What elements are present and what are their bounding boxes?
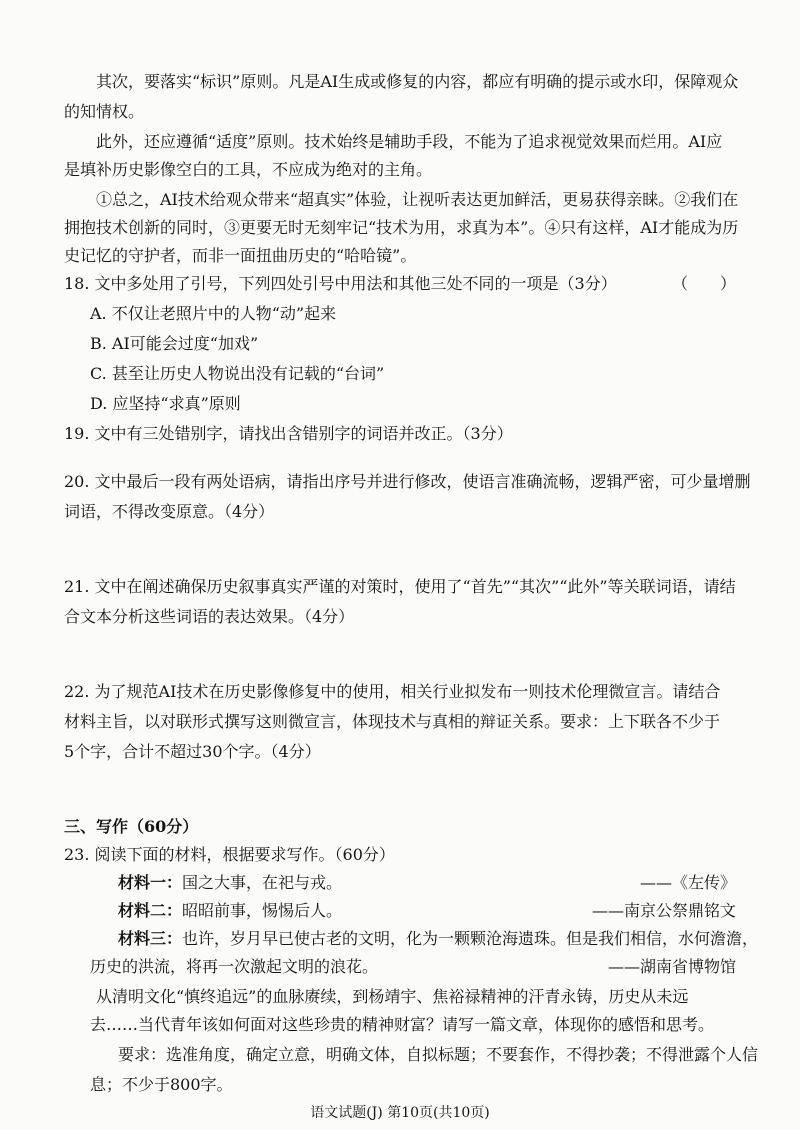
material-2 [118, 899, 342, 923]
material-3 [118, 927, 758, 951]
material-1 [118, 871, 342, 895]
question-21-stem: 合文本分析这些词语的表达效果。（4分） [64, 607, 355, 626]
requirement-line: 息；不少于800字。 [90, 1075, 233, 1094]
passage-line: 史记忆的守护者，而非一面扭曲历史的“哈哈镜”。 [64, 246, 417, 265]
answer-bracket: （ ） [672, 274, 737, 293]
option-b: B. AI可能会过度“加戏” [90, 334, 259, 353]
option-a: A. 不仅让老照片中的人物“动”起来 [90, 304, 337, 323]
option-d: D. 应坚持“求真”原则 [90, 394, 241, 413]
question-23-stem: 23. 阅读下面的材料，根据要求写作。（60分） [64, 845, 395, 864]
question-19-stem: 19. 文中有三处错别字，请找出含错别字的词语并改正。（3分） [64, 424, 513, 443]
question-22-stem: 22. 为了规范AI技术在历史影像修复中的使用，相关行业拟发布一则技术伦理微宣言。请结合 [64, 682, 721, 701]
passage-line: ①总之，AI技术给观众带来“超真实”体验，让视听表达更加鲜活，更易获得亲睐。②我们在 [96, 190, 739, 209]
question-22-stem: 材料主旨，以对联形式撰写这则微宣言，体现技术与真相的辩证关系。要求：上下联各不少于 [64, 712, 721, 731]
page-footer: 语文试题(J) 第10页(共10页) [310, 1105, 490, 1121]
requirement-line: 要求：选准角度，确定立意，明确文体，自拟标题；不要套作，不得抄袭；不得泄露个人信 [118, 1045, 759, 1064]
prompt-line: 去……当代青年该如何面对这些珍贵的精神财富？请写一篇文章，体现你的感悟和思考。 [90, 1015, 715, 1034]
section-heading: 三、写作（60分） [64, 817, 199, 836]
question-18-stem: 18. 文中多处用了引号，下列四处引号中用法和其他三处不同的一项是（3分） [64, 274, 617, 293]
material-1-source: ——《左传》 [639, 873, 736, 892]
material-2-label: 材料二： [118, 901, 183, 920]
material-1-text: 国之大事，在祀与戎。 [182, 873, 343, 892]
passage-line: 的知情权。 [64, 102, 145, 121]
passage-line: 此外，还应遵循“适度”原则。技术始终是辅助手段，不能为了追求视觉效果而烂用。AI应 [96, 132, 723, 151]
passage-line: 拥抱技术创新的同时，③更要无时无刻牢记“技术为用，求真为本”。④只有这样，AI才能成为历 [64, 218, 739, 237]
material-2-text: 昭昭前事，惕惕后人。 [182, 901, 343, 920]
question-21-stem: 21. 文中在阐述确保历史叙事真实严谨的对策时，使用了“首先”“其次”“此外”等关联词语，请结 [64, 577, 736, 596]
material-2-source: ——南京公祭鼎铭文 [591, 901, 736, 920]
question-20-stem: 20. 文中最后一段有两处语病，请指出序号并进行修改，使语言准确流畅，逻辑严密，可少量增删 [64, 472, 751, 491]
material-1-label: 材料一： [118, 873, 183, 892]
question-22-stem: 5个字，合计不超过30个字。（4分） [64, 742, 321, 761]
option-c: C. 甚至让历史人物说出没有记载的“台词” [90, 364, 385, 383]
material-3-source: ——湖南省博物馆 [607, 957, 736, 976]
question-20-stem: 词语，不得改变原意。（4分） [64, 502, 275, 521]
material-3-text-cont: 历史的洪流，将再一次激起文明的浪花。 [90, 957, 379, 976]
passage-line: 其次，要落实“标识”原则。凡是AI生成或修复的内容，都应有明确的提示或水印，保障观众 [96, 72, 739, 91]
prompt-line: 从清明文化“慎终追远”的血脉赓续，到杨靖宇、焦裕禄精神的汗青永铸，历史从未远 [96, 987, 689, 1006]
passage-line: 是填补历史影像空白的工具，不应成为绝对的主角。 [64, 160, 433, 179]
material-3-label: 材料三： [118, 929, 183, 948]
material-3-text: 也许，岁月早已使古老的文明，化为一颗颗沧海遗珠。但是我们相信，水何澹澹， [182, 929, 759, 948]
